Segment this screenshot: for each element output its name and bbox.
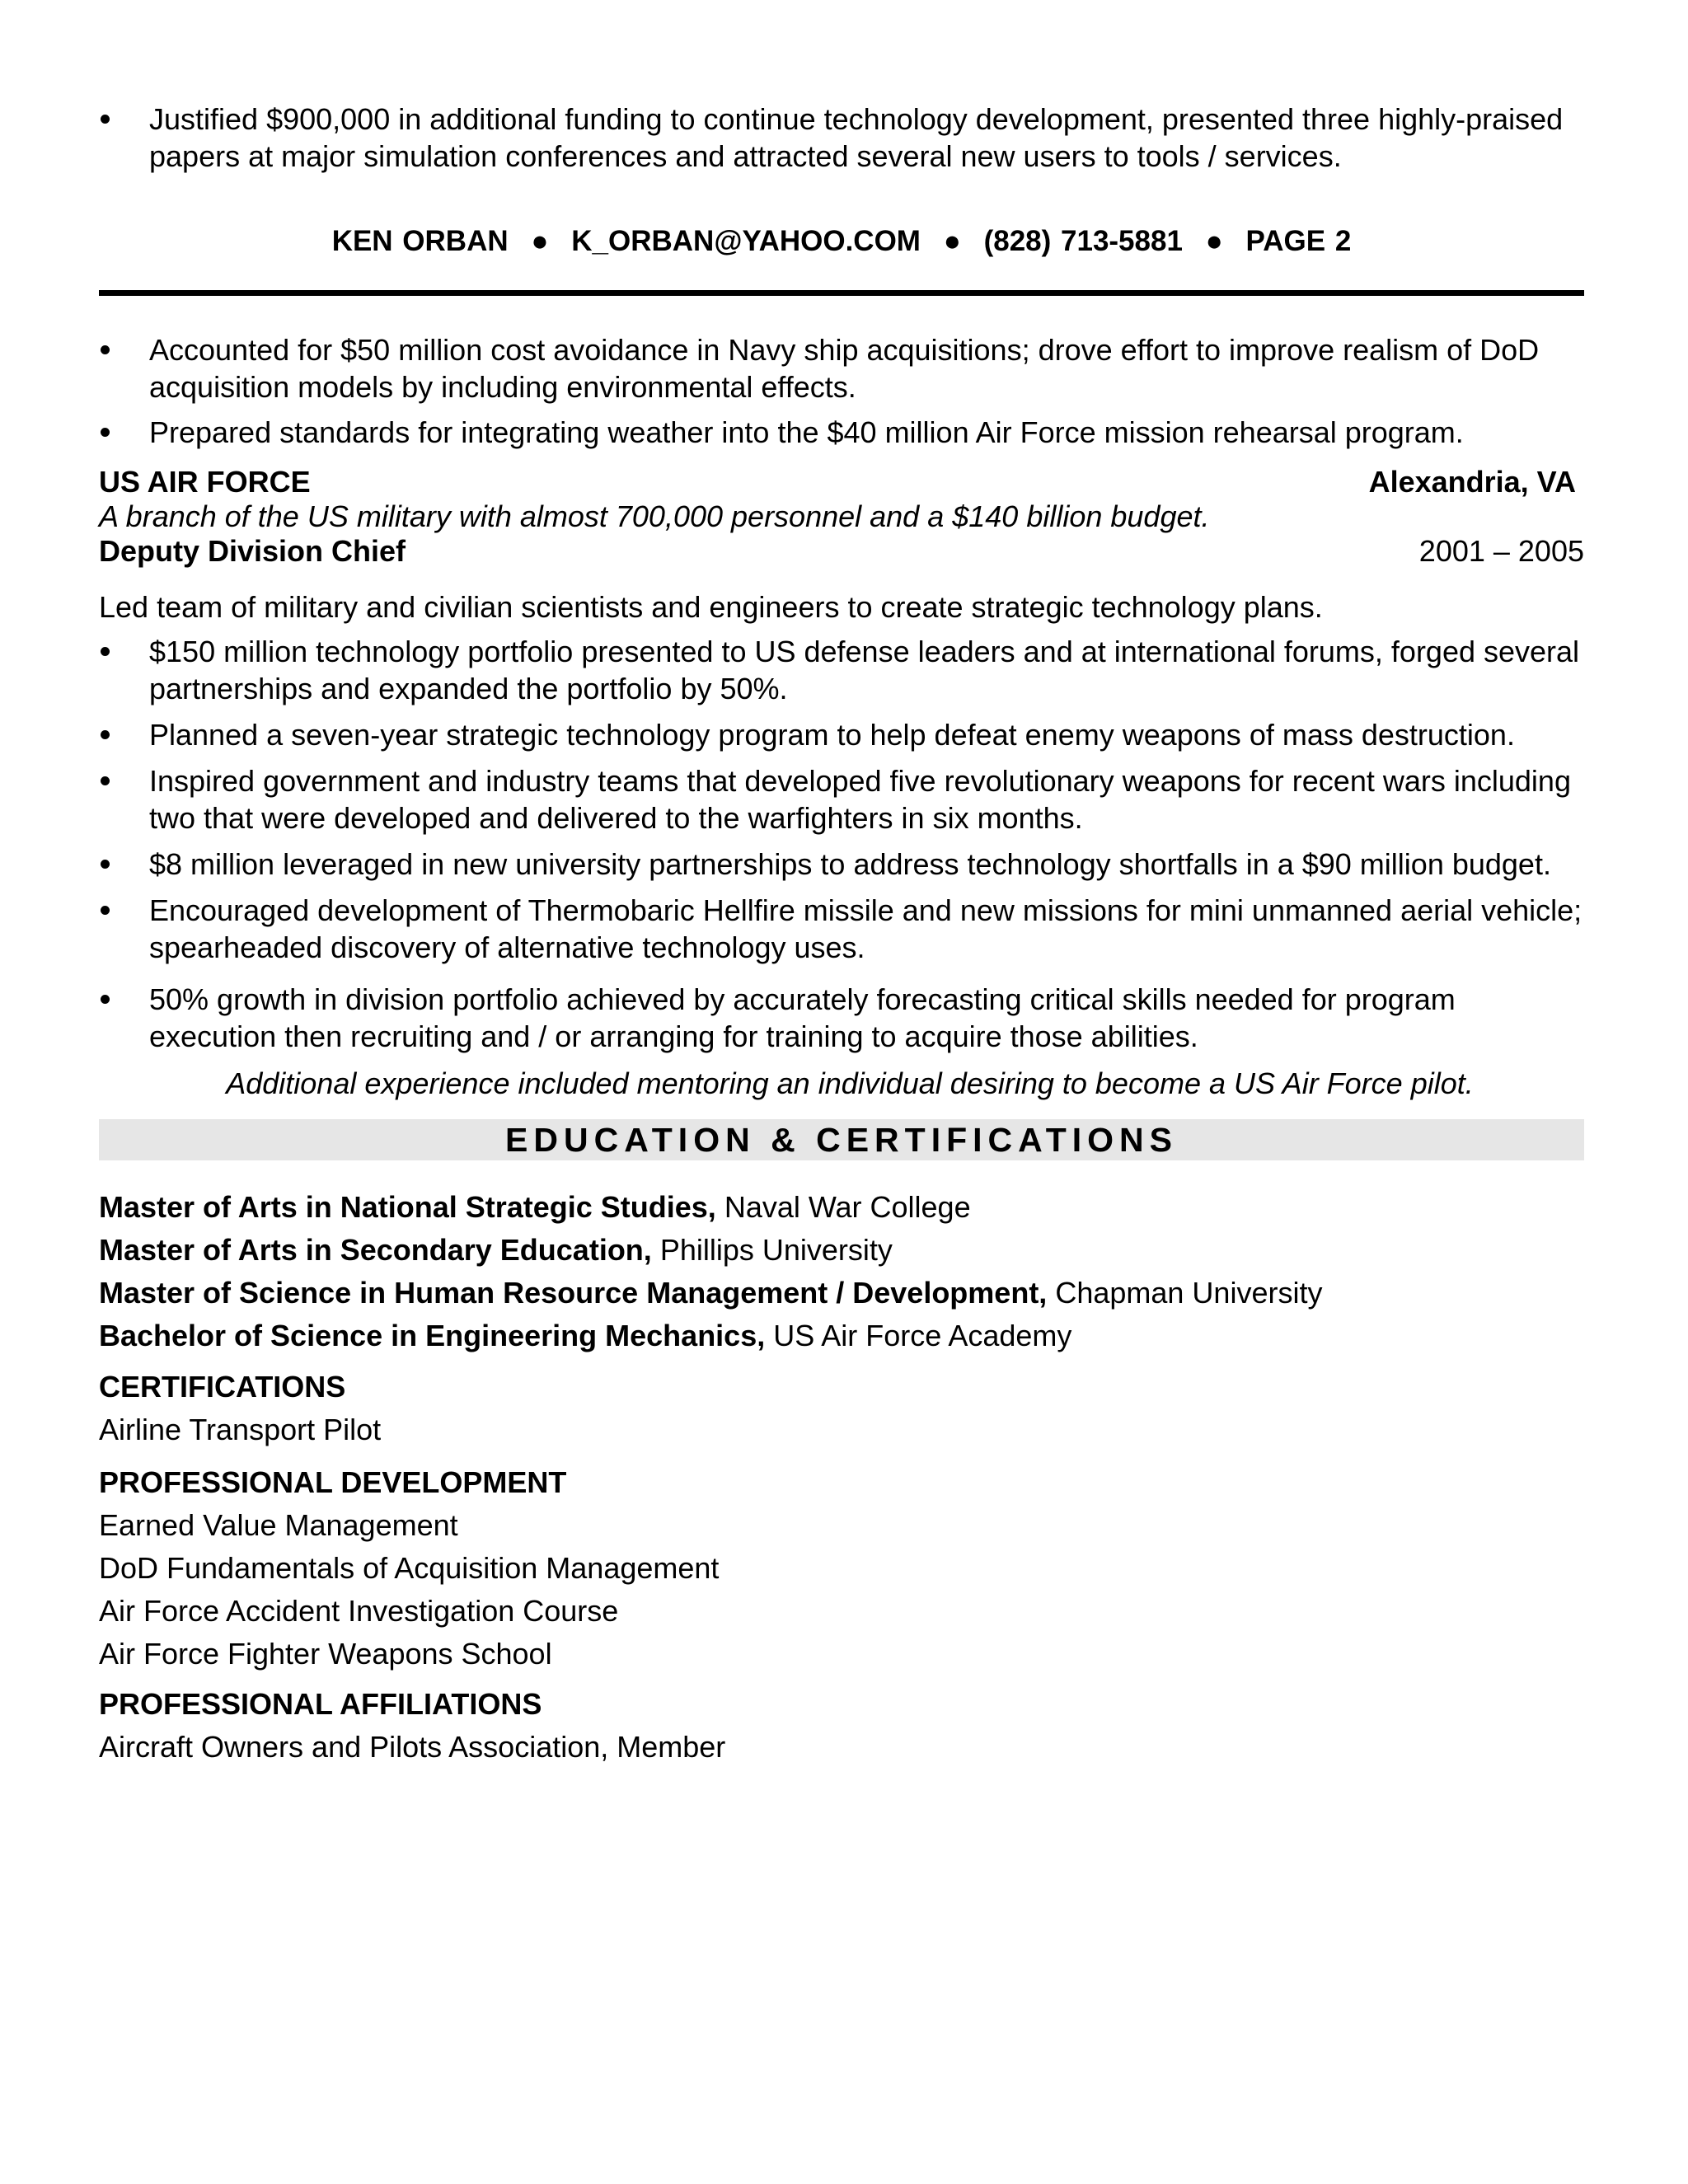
bullet-text: Prepared standards for integrating weather into the $40 million Air Force mission rehearsal program. [149,415,1464,449]
affiliations-heading: PROFESSIONAL AFFILIATIONS [99,1687,542,1721]
bullet-text: 50% growth in division portfolio achieved by accurately forecasting critical skills needed for program execution then recruiting and / or arranging for training to acquire those abilities. [149,982,1456,1053]
development-item: Air Force Fighter Weapons School [99,1637,552,1671]
certification-item: Airline Transport Pilot [99,1413,382,1446]
bullet-text: Accounted for $50 million cost avoidance in Navy ship acquisitions; drove effort to improve realism of DoD acquisition models by including environmental effects. [149,333,1540,404]
employer-name: US AIR FORCE [99,465,311,499]
school-name: Phillips University [659,1233,893,1267]
header-rule [99,290,1584,296]
school-name: Chapman University [1055,1276,1323,1310]
job-header-row [99,465,1584,499]
separator-dot: ● [1205,225,1223,257]
page-header [99,223,1584,260]
list-item [99,716,1584,753]
separator-dot: ● [531,225,549,257]
certifications-heading: CERTIFICATIONS [99,1370,346,1404]
bullet-text: Inspired government and industry teams that developed five revolutionary weapons for recent wars including two that were developed and delivered to the warfighters in six months. [149,764,1571,835]
job-summary: Led team of military and civilian scientists and engineers to create strategic technology plans. [99,590,1323,624]
list-item [99,331,1584,405]
degree-item [99,1272,1584,1315]
job-location: Alexandria, VA [1368,465,1576,499]
job-dates: 2001 – 2005 [1418,534,1584,568]
degree-name: Master of Arts in National Strategic Studies, [99,1190,716,1224]
affiliations-block [99,1683,1584,1769]
degree-name: Master of Science in Human Resource Management / Development, [99,1276,1048,1310]
bullet-text: $150 million technology portfolio presented to US defense leaders and at international forums, forged several partnerships and expanded the portfolio by 50%. [149,635,1580,705]
job-entry [99,465,1584,1102]
school-name: US Air Force Academy [773,1319,1072,1352]
list-item [99,892,1584,966]
affiliation-item: Aircraft Owners and Pilots Association, Member [99,1730,726,1764]
section-heading-education: EDUCATION & CERTIFICATIONS [99,1119,1584,1160]
header-page-number: PAGE 2 [1245,225,1352,257]
bullet-text: $8 million leveraged in new university partnerships to address technology shortfalls in a $90 million budget. [149,847,1551,881]
school-name: Naval War College [724,1190,971,1224]
list-item [99,101,1584,175]
job-title: Deputy Division Chief [99,534,406,568]
employer-description: A branch of the US military with almost 700,000 personnel and a $140 billion budget. [99,499,1210,533]
additional-experience-note: Additional experience included mentoring an individual desiring to become a US Air Force pilot. [226,1066,1474,1100]
resume-content [99,0,1584,1769]
development-item: Earned Value Management [99,1508,458,1542]
list-item [99,414,1584,451]
bullet-text: Encouraged development of Thermobaric Hellfire missile and new missions for mini unmanned aerial vehicle; spearheaded discovery of alternative technology uses. [149,893,1582,964]
degree-name: Master of Arts in Secondary Education, [99,1233,652,1267]
degree-list [99,1186,1584,1357]
list-item [99,981,1584,1055]
development-item: DoD Fundamentals of Acquisition Management [99,1551,720,1585]
list-item [99,846,1584,883]
degree-item [99,1229,1584,1272]
separator-dot: ● [943,225,961,257]
list-item [99,762,1584,837]
continued-bullets [99,331,1584,451]
bullet-text: Justified $900,000 in additional funding to continue technology development, presented three highly-praised papers at major simulation conferences and attracted several new users to tools / services. [149,102,1564,173]
development-item: Air Force Accident Investigation Course [99,1594,619,1628]
degree-item [99,1315,1584,1357]
certifications-block [99,1366,1584,1451]
job-title-row [99,534,1584,569]
development-heading: PROFESSIONAL DEVELOPMENT [99,1465,567,1499]
degree-name: Bachelor of Science in Engineering Mechanics, [99,1319,766,1352]
development-block [99,1461,1584,1675]
header-name: KEN ORBAN [331,225,509,257]
header-phone: (828) 713-5881 [983,225,1183,257]
degree-item [99,1186,1584,1229]
bullet-text: Planned a seven-year strategic technology program to help defeat enemy weapons of mass destruction. [149,718,1515,752]
header-email: K_ORBAN@YAHOO.COM [571,225,921,257]
list-item [99,633,1584,707]
